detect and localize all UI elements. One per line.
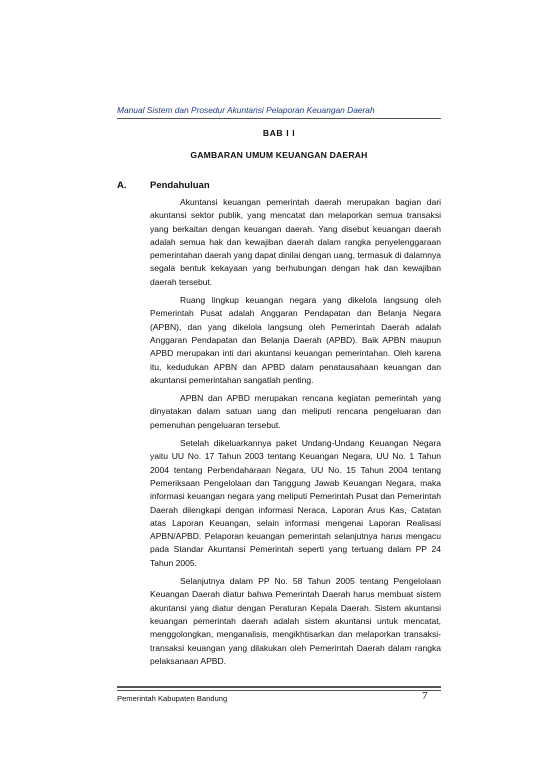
chapter-title: GAMBARAN UMUM KEUANGAN DAERAH bbox=[190, 150, 368, 160]
footer-publisher: Pemerintah Kabupaten Bandung bbox=[117, 694, 228, 703]
paragraph: Ruang lingkup keuangan negara yang dikelola langsung oleh Pemerintah Pusat adalah Anggaran Pendapatan dan Belanja Negara (APBN), dan yang dikelola langsung oleh Pemerintah Daerah adalah Anggaran Pendapatan dan Belanja Daerah (APBD). Baik APBN maupun APBD merupakan inti dari akuntansi keuangan pemerintahan. Oleh karena itu, kedudukan APBN dan APBD dalam penatausahaan keuangan dan akuntansi pemerintahan sangatlah penting. bbox=[150, 295, 441, 385]
chapter-label: BAB I I bbox=[262, 128, 296, 138]
footer-rule-thin bbox=[117, 690, 441, 691]
paragraph: Akuntansi keuangan pemerintah daerah merupakan bagian dari akuntansi sektor publik, yang mencatat dan melaporkan semua transaksi yang berkaitan dengan keuangan daerah. Yang disebut keuangan daerah adalah semua hak dan kewajiban daerah dalam rangka penyelenggaraan pemerintahan daerah yang dapat dinilai dengan uang, termasuk di dalamnya segala bentuk kekayaan yang berhubungan dengan hak dan kewajiban daerah tersebut. bbox=[150, 197, 441, 287]
page-number: 7 bbox=[422, 690, 428, 702]
header-rule bbox=[117, 118, 441, 119]
paragraph: Setelah dikeluarkannya paket Undang-Undang Keuangan Negara yaitu UU No. 17 Tahun 2003 tentang Keuangan Negara, UU No. 1 Tahun 2004 tentang Perbendaharaan Negara, UU No. 15 Tahun 2004 tentang Pemeriksaan Pengelolaan dan Tanggung Jawab Keuangan Negara, maka informasi keuangan negara yang meliputi Pemerintah Pusat dan Pemerintah Daerah dilengkapi dengan informasi Neraca, Laporan Arus Kas, Catatan atas Laporan Keuangan, selain informasi mengenai Laporan Realisasi APBN/APBD. Pelaporan keuangan pemerintah selanjutnya harus mengacu pada Standar Akuntansi Pemerintah seperti yang tertuang dalam PP 24 Tahun 2005. bbox=[150, 438, 441, 568]
section-title: Pendahuluan bbox=[150, 180, 210, 191]
paragraph: Selanjutnya dalam PP No. 58 Tahun 2005 tentang Pengelolaan Keuangan Daerah diatur bahwa Pemerintah Daerah harus membuat sistem akuntansi yang diatur dengan Peraturan Kepala Daerah. Sistem akuntansi keuangan pemerintah daerah adalah sistem akuntansi untuk mencatat, menggolongkan, menganalisis, mengikhtisarkan dan melaporkan transaksi-transaksi keuangan yang dilakukan oleh Pemerintah Daerah dalam rangka pelaksanaan APBD. bbox=[150, 576, 441, 666]
paragraph: APBN dan APBD merupakan rencana kegiatan pemerintah yang dinyatakan dalam satuan uang dan meliputi rencana pengeluaran dan pemenuhan pengeluaran tersebut. bbox=[150, 393, 441, 430]
footer-rule bbox=[117, 686, 441, 688]
running-header: Manual Sistem dan Prosedur Akuntansi Pelaporan Keuangan Daerah bbox=[117, 105, 375, 115]
body-text bbox=[150, 196, 441, 673]
section-number: A. bbox=[117, 180, 127, 191]
